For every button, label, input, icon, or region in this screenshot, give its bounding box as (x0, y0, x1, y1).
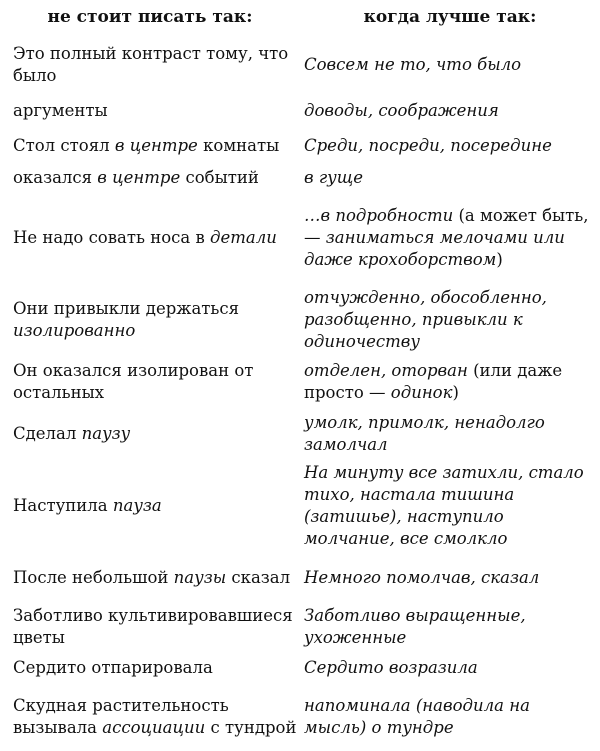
text-segment: Сердито возразила (304, 658, 478, 677)
row-13-left-cell (13, 686, 298, 748)
row-8-left-cell (13, 410, 298, 458)
avoid-phrase (13, 360, 298, 404)
text-segment: одинок (390, 383, 453, 402)
avoid-phrase (13, 567, 290, 589)
row-13-right-cell (304, 686, 596, 748)
text-segment: изолированно (13, 321, 136, 340)
text-segment: (а может быть, — (304, 206, 589, 247)
avoid-phrase (13, 43, 298, 87)
row-1-left-cell (13, 42, 298, 88)
text-segment: …в подробности (304, 206, 454, 225)
preferred-phrase (304, 412, 596, 456)
row-11-left-cell (13, 604, 298, 650)
text-segment: Заботливо выращенные, ухоженные (304, 606, 526, 647)
row-10-right-cell (304, 556, 596, 600)
row-12-left-cell (13, 654, 298, 682)
text-segment: Это полный контраст тому, что было (13, 44, 289, 85)
text-segment: Скудная растительность вызывала (13, 696, 229, 737)
text-segment: Заботливо культивировавшиеся цветы (13, 606, 293, 647)
text-segment: Сделал (13, 424, 82, 443)
row-7-left-cell (13, 358, 298, 406)
text-segment: пауза (112, 496, 162, 515)
text-segment: Немного помолчав, сказал (304, 568, 540, 587)
text-segment: аргументы (13, 101, 108, 120)
row-3-left-cell (13, 132, 298, 160)
text-segment: Они привыкли держаться (13, 299, 240, 318)
row-8-right-cell (304, 410, 596, 458)
avoid-phrase (13, 298, 298, 342)
row-1-right-cell (304, 42, 596, 88)
row-6-left-cell (13, 288, 298, 352)
row-10-left-cell (13, 556, 298, 600)
row-3-right-cell (304, 132, 596, 160)
avoid-phrase (13, 227, 277, 249)
row-7-right-cell (304, 358, 596, 406)
text-segment: в центре (114, 136, 198, 155)
text-segment: напоминала (наводила на мысль) о тундре (304, 696, 530, 737)
text-segment: На минуту все затихли, стало тихо, настала тишина (затишье), наступило молчание, все смолкло (304, 463, 584, 548)
preferred-phrase (304, 287, 596, 353)
preferred-phrase (304, 54, 521, 76)
text-segment: заниматься мелочами или даже крохоборством (304, 228, 565, 269)
preferred-phrase (304, 657, 478, 679)
avoid-phrase (13, 100, 108, 122)
header-left: не стоит писать так: (47, 7, 253, 27)
row-5-left-cell (13, 194, 298, 282)
text-segment: ) (452, 383, 459, 402)
text-segment: Не надо совать носа в (13, 228, 211, 247)
row-12-right-cell (304, 654, 596, 682)
text-segment: отделен, оторван (304, 361, 468, 380)
text-segment: Совсем не то, что было (304, 55, 522, 74)
avoid-phrase (13, 695, 298, 739)
row-2-right-cell (304, 96, 596, 126)
text-segment: в гуще (304, 168, 364, 187)
text-segment: событий (180, 168, 259, 187)
text-segment: в центре (97, 168, 181, 187)
text-segment: паузы (173, 568, 227, 587)
text-segment: оказался (13, 168, 98, 187)
text-segment: паузу (81, 424, 131, 443)
text-segment: После небольшой (13, 568, 174, 587)
text-segment: с тундрой (205, 718, 297, 737)
header-right: когда лучше так: (363, 7, 537, 27)
preferred-phrase (304, 100, 499, 122)
text-segment: ) (496, 250, 503, 269)
avoid-phrase (13, 167, 259, 189)
text-segment: Среди, посреди, посередине (304, 136, 552, 155)
text-segment: сказал (226, 568, 291, 587)
avoid-phrase (13, 135, 279, 157)
avoid-phrase (13, 495, 162, 517)
preferred-phrase (304, 605, 596, 649)
row-11-right-cell (304, 604, 596, 650)
avoid-phrase (13, 605, 298, 649)
text-segment: (или даже просто — (304, 361, 563, 402)
row-4-right-cell (304, 164, 596, 192)
row-9-right-cell (304, 462, 596, 550)
row-2-left-cell (13, 96, 298, 126)
preferred-phrase (304, 205, 596, 271)
text-segment: отчужденно, обособленно, разобщенно, привыкли к одиночеству (304, 288, 547, 351)
text-segment: Наступила (13, 496, 113, 515)
preferred-phrase (304, 360, 596, 404)
preferred-phrase (304, 567, 539, 589)
preferred-phrase (304, 135, 552, 157)
text-segment: ассоциации (102, 718, 206, 737)
preferred-phrase (304, 167, 363, 189)
text-segment: умолк, примолк, ненадолго замолчал (304, 413, 545, 454)
row-4-left-cell (13, 164, 298, 192)
row-6-right-cell (304, 288, 596, 352)
text-segment: Стол стоял (13, 136, 115, 155)
text-segment: доводы, соображения (304, 101, 499, 120)
row-9-left-cell (13, 462, 298, 550)
avoid-phrase (13, 423, 130, 445)
preferred-phrase (304, 695, 596, 739)
avoid-phrase (13, 657, 213, 679)
row-5-right-cell (304, 194, 596, 282)
text-segment: Он оказался изолирован от остальных (13, 361, 254, 402)
text-segment: детали (210, 228, 277, 247)
text-segment: Сердито отпарировала (13, 658, 213, 677)
preferred-phrase (304, 462, 596, 550)
text-segment: комнаты (197, 136, 280, 155)
